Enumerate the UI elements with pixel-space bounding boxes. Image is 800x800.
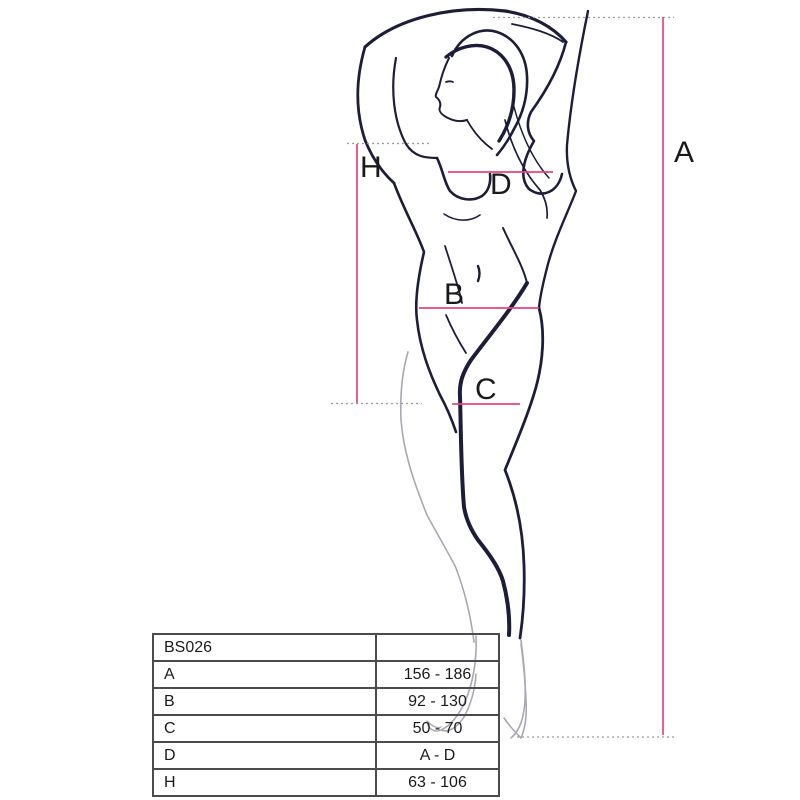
- measure-label-b: B: [444, 278, 466, 311]
- measure-label-h: H: [360, 151, 383, 184]
- woman-silhouette-icon: [358, 10, 588, 739]
- table-cell-label-a: A: [153, 661, 376, 688]
- table-cell-range-h: 63 - 106: [376, 769, 499, 796]
- measure-label-d: D: [490, 168, 513, 201]
- table-row: [153, 769, 499, 796]
- table-cell-range-a: 156 - 186: [376, 661, 499, 688]
- table-cell-range-d: A - D: [376, 742, 499, 769]
- table-row: [153, 742, 499, 769]
- table-cell-label-d: D: [153, 742, 376, 769]
- table-row: [153, 715, 499, 742]
- measure-label-c: C: [475, 373, 498, 406]
- table-cell-range-c: 50 - 70: [376, 715, 499, 742]
- table-cell-label-b: B: [153, 688, 376, 715]
- table-cell-header-value: [376, 634, 499, 661]
- table-cell-range-b: 92 - 130: [376, 688, 499, 715]
- table-cell-label-h: H: [153, 769, 376, 796]
- table-cell-label-c: C: [153, 715, 376, 742]
- measure-label-a: A: [674, 136, 696, 169]
- table-cell-product-code: BS026: [153, 634, 376, 661]
- table-row-header: [153, 634, 499, 661]
- size-table: [152, 633, 500, 797]
- table-row: [153, 688, 499, 715]
- table-row: [153, 661, 499, 688]
